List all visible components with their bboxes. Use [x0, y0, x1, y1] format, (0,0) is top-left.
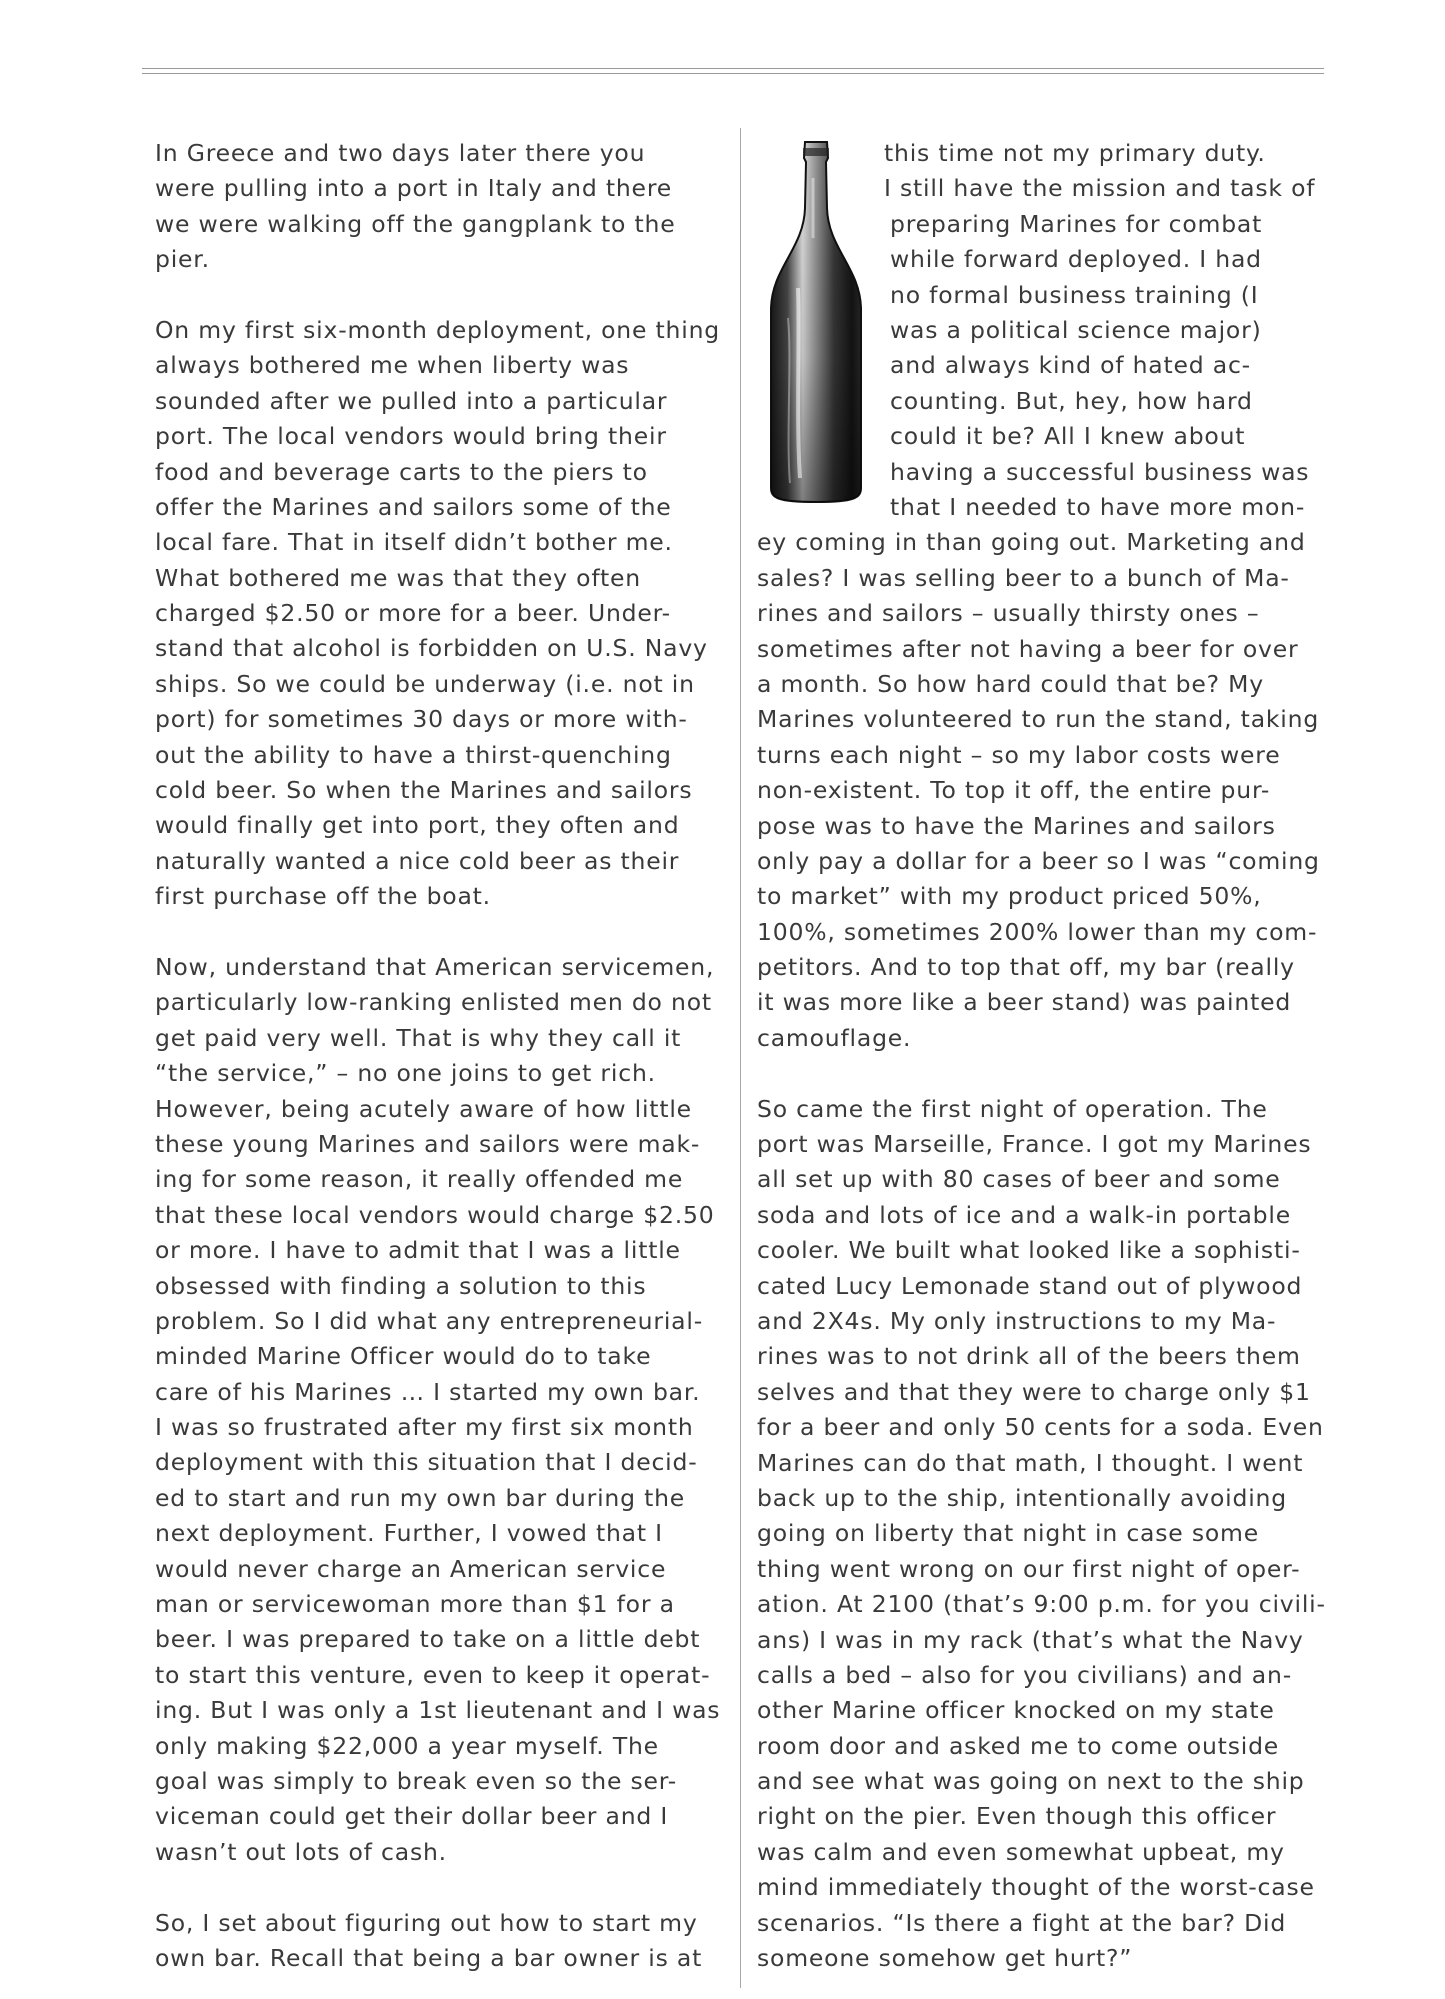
text-line: having a successful business was — [890, 457, 1310, 486]
text-line: was calm and even somewhat upbeat, my — [757, 1837, 1285, 1866]
text-line: I still have the mission and task of — [884, 174, 1316, 203]
text-line: port) for sometimes 30 days or more with- — [155, 705, 688, 734]
text-line: viceman could get their dollar beer and I — [155, 1802, 669, 1831]
text-line: cooler. We built what looked like a sophisti- — [757, 1236, 1301, 1265]
text-line: petitors. And to top that off, my bar (really — [757, 953, 1295, 982]
text-line: room door and asked me to come outside — [757, 1731, 1280, 1760]
text-line: soda and lots of ice and a walk-in portable — [757, 1200, 1291, 1229]
text-line: no formal business training (I — [890, 280, 1259, 309]
text-line: obsessed with finding a solution to this — [155, 1271, 647, 1300]
text-line: ed to start and run my own bar during the — [155, 1483, 686, 1512]
text-line — [155, 1870, 725, 1905]
text-line: sounded after we pulled into a particular — [155, 386, 668, 415]
text-line: food and beverage carts to the piers to — [155, 457, 648, 486]
text-line: that these local vendors would charge $2.50 — [155, 1200, 715, 1229]
text-line: cated Lucy Lemonade stand out of plywood — [757, 1271, 1303, 1300]
text-line: problem. So I did what any entrepreneurial- — [155, 1306, 703, 1335]
text-line — [155, 278, 725, 313]
text-line: 100%, sometimes 200% lower than my com- — [757, 917, 1318, 946]
text-line: ships. So we could be underway (i.e. not in — [155, 669, 695, 698]
beer-bottle-icon — [768, 138, 864, 504]
text-line: What bothered me was that they often — [155, 563, 641, 592]
text-line: to start this venture, even to keep it operat- — [155, 1660, 711, 1689]
text-line: On my first six-month deployment, one thing — [155, 315, 720, 344]
text-line: man or servicewoman more than $1 for a — [155, 1590, 675, 1619]
text-line: ing for some reason, it really offended me — [155, 1165, 684, 1194]
text-line: beer. I was prepared to take on a little debt — [155, 1625, 701, 1654]
text-line: care of his Marines … I started my own bar. — [155, 1377, 701, 1406]
column-divider — [740, 128, 741, 1988]
text-line: back up to the ship, intentionally avoiding — [757, 1483, 1287, 1512]
text-line: other Marine officer knocked on my state — [757, 1696, 1275, 1725]
left-column — [155, 136, 725, 1976]
text-line: ation. At 2100 (that’s 9:00 p.m. for you civili- — [757, 1590, 1326, 1619]
text-line: Marines can do that math, I thought. I went — [757, 1448, 1304, 1477]
text-line: pose was to have the Marines and sailors — [757, 811, 1276, 840]
text-line: particularly low-ranking enlisted men do not — [155, 988, 712, 1017]
text-line: always bothered me when liberty was — [155, 351, 630, 380]
text-line: charged $2.50 or more for a beer. Under- — [155, 599, 671, 628]
text-line: first purchase off the boat. — [155, 882, 491, 911]
text-line: while forward deployed. I had — [890, 245, 1262, 274]
text-line — [155, 915, 725, 950]
text-line: ans) I was in my rack (that’s what the Navy — [757, 1625, 1304, 1654]
text-line: wasn’t out lots of cash. — [155, 1837, 447, 1866]
text-line: cold beer. So when the Marines and sailors — [155, 776, 693, 805]
text-line: I was so frustrated after my first six month — [155, 1413, 694, 1442]
text-line: rines and sailors – usually thirsty ones – — [757, 599, 1260, 628]
text-line: goal was simply to break even so the ser- — [155, 1766, 678, 1795]
text-line: However, being acutely aware of how little — [155, 1094, 692, 1123]
text-line: Now, understand that American servicemen, — [155, 952, 715, 981]
text-line: local fare. That in itself didn’t bother me. — [155, 528, 673, 557]
text-line: rines was to not drink all of the beers them — [757, 1342, 1301, 1371]
text-line: next deployment. Further, I vowed that I — [155, 1519, 663, 1548]
text-line: and see what was going on next to the ship — [757, 1767, 1305, 1796]
text-line: scenarios. “Is there a fight at the bar? Did — [757, 1908, 1287, 1937]
text-line: all set up with 80 cases of beer and some — [757, 1165, 1281, 1194]
text-line: turns each night – so my labor costs were — [757, 740, 1281, 769]
text-line: that I needed to have more mon- — [890, 492, 1306, 521]
text-line: a month. So how hard could that be? My — [757, 669, 1264, 698]
text-line: offer the Marines and sailors some of the — [155, 492, 672, 521]
text-line: get paid very well. That is why they call it — [155, 1023, 682, 1052]
text-line: could it be? All I knew about — [890, 422, 1246, 451]
text-line: or more. I have to admit that I was a little — [155, 1236, 681, 1265]
text-line: thing went wrong on our first night of oper- — [757, 1554, 1301, 1583]
text-line: own bar. Recall that being a bar owner is at — [155, 1943, 703, 1972]
text-line: selves and that they were to charge only $1 — [757, 1377, 1311, 1406]
right-column — [757, 525, 1332, 1976]
text-line: ey coming in than going out. Marketing and — [757, 528, 1306, 557]
text-line: would never charge an American service — [155, 1554, 667, 1583]
text-line: someone somehow get hurt?” — [757, 1944, 1133, 1973]
text-line: stand that alcohol is forbidden on U.S. Navy — [155, 634, 708, 663]
right-column-wrapped — [884, 136, 1330, 525]
text-line: right on the pier. Even though this officer — [757, 1802, 1277, 1831]
text-line: In Greece and two days later there you — [155, 139, 646, 167]
text-line: going on liberty that night in case some — [757, 1519, 1259, 1548]
text-line: for a beer and only 50 cents for a soda. Even — [757, 1413, 1324, 1442]
text-line: we were walking off the gangplank to the — [155, 209, 676, 238]
text-line: preparing Marines for combat — [890, 209, 1263, 238]
text-line: these young Marines and sailors were mak- — [155, 1129, 701, 1158]
text-line: to market” with my product priced 50%, — [757, 882, 1262, 911]
text-line: ing. But I was only a 1st lieutenant and I was — [155, 1696, 721, 1725]
text-line: So, I set about figuring out how to start my — [155, 1908, 698, 1937]
header-rule-top — [142, 68, 1324, 69]
text-line: mind immediately thought of the worst-case — [757, 1873, 1315, 1902]
header-rule-bottom — [142, 73, 1324, 74]
text-line: Marines volunteered to run the stand, taking — [757, 705, 1320, 734]
text-line: out the ability to have a thirst-quenching — [155, 740, 672, 769]
text-line: “the service,” – no one joins to get rich. — [155, 1059, 656, 1088]
text-line — [757, 1056, 1332, 1091]
text-line: deployment with this situation that I decid- — [155, 1448, 698, 1477]
text-line: only making $22,000 a year myself. The — [155, 1731, 659, 1760]
text-line: would finally get into port, they often and — [155, 811, 680, 840]
text-line: port was Marseille, France. I got my Marines — [757, 1130, 1312, 1159]
text-line: calls a bed – also for you civilians) and an- — [757, 1660, 1292, 1689]
text-line: pier. — [155, 245, 210, 274]
text-line: only pay a dollar for a beer so I was “coming — [757, 846, 1320, 875]
text-line: port. The local vendors would bring their — [155, 422, 667, 451]
text-line: sales? I was selling beer to a bunch of Ma- — [757, 563, 1290, 592]
text-line: So came the first night of operation. The — [757, 1094, 1268, 1123]
text-line: naturally wanted a nice cold beer as their — [155, 846, 680, 875]
text-line: were pulling into a port in Italy and there — [155, 174, 673, 203]
text-line: counting. But, hey, how hard — [890, 386, 1253, 415]
text-line: and 2X4s. My only instructions to my Ma- — [757, 1306, 1277, 1335]
text-line: and always kind of hated ac- — [890, 351, 1251, 380]
text-line: sometimes after not having a beer for over — [757, 634, 1299, 663]
text-line: minded Marine Officer would do to take — [155, 1342, 652, 1371]
text-line: was a political science major) — [890, 315, 1262, 344]
text-line: it was more like a beer stand) was painted — [757, 988, 1292, 1017]
text-line: this time not my primary duty. — [884, 139, 1266, 167]
text-line: camouflage. — [757, 1023, 912, 1052]
text-line: non-existent. To top it off, the entire pur- — [757, 776, 1271, 805]
